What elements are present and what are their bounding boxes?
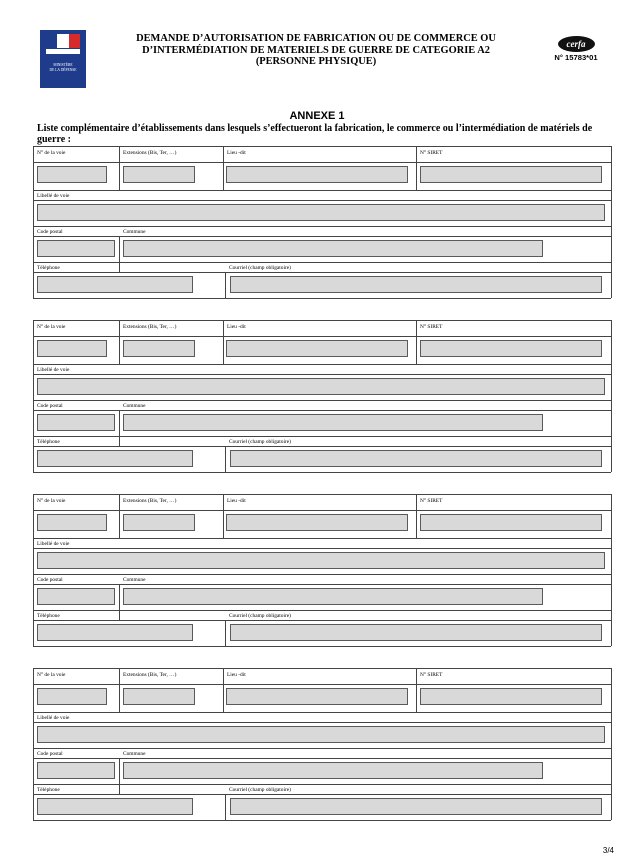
numero-voie-field[interactable]: [37, 340, 107, 357]
column-rule: [416, 494, 417, 538]
column-rule: [225, 794, 226, 820]
telephone-field[interactable]: [37, 624, 193, 641]
label-siret: N° SIRET: [420, 324, 443, 330]
lieu-dit-field[interactable]: [226, 340, 408, 357]
label-libelle-voie: Libellé de voie: [37, 193, 70, 199]
annex-intro: Liste complémentaire d’établissements dans lesquels s’effectueront la fabrication, le commerce ou l’intermédiation de matériels de guerre :: [37, 123, 593, 145]
row-rule: [33, 190, 611, 191]
republic-text: [46, 49, 80, 54]
column-rule: [119, 584, 120, 620]
label-siret: N° SIRET: [420, 672, 443, 678]
establishment-block: [33, 320, 611, 480]
row-rule: [33, 226, 611, 227]
row-rule: [33, 538, 611, 539]
column-rule: [611, 146, 612, 298]
row-rule: [33, 374, 611, 375]
label-numero-voie: N° de la voie: [37, 498, 66, 504]
numero-voie-field[interactable]: [37, 688, 107, 705]
cerfa-logo: cerfa: [558, 36, 595, 52]
row-rule: [33, 272, 611, 273]
label-courriel: Courriel (champ obligatoire): [229, 613, 291, 619]
column-rule: [416, 668, 417, 712]
column-rule: [119, 236, 120, 272]
column-rule: [119, 320, 120, 364]
label-code-postal: Code postal: [37, 229, 63, 235]
label-lieu-dit: Lieu -dit: [227, 498, 246, 504]
numero-voie-field[interactable]: [37, 514, 107, 531]
flag-icon: [46, 34, 80, 48]
label-telephone: Téléphone: [37, 787, 60, 793]
lieu-dit-field[interactable]: [226, 688, 408, 705]
form-title: DEMANDE D’AUTORISATION DE FABRICATION OU DE COMMERCE OU D’INTERMÉDIATION DE MATERIELS DE GUERRE DE CATEGORIE A2 (PERSONNE PHYSIQUE): [136, 33, 496, 67]
label-courriel: Courriel (champ obligatoire): [229, 787, 291, 793]
row-rule: [33, 364, 611, 365]
ministry-logo: [40, 30, 86, 88]
column-rule: [611, 494, 612, 646]
column-rule: [119, 668, 120, 712]
label-courriel: Courriel (champ obligatoire): [229, 265, 291, 271]
courriel-field[interactable]: [230, 624, 602, 641]
column-rule: [225, 272, 226, 298]
siret-field[interactable]: [420, 166, 602, 183]
label-extensions: Extensions (Bis, Ter, …): [123, 498, 177, 504]
label-numero-voie: N° de la voie: [37, 324, 66, 330]
column-rule: [119, 758, 120, 794]
column-rule: [33, 146, 34, 298]
row-rule: [33, 400, 611, 401]
label-lieu-dit: Lieu -dit: [227, 324, 246, 330]
cerfa-block: [536, 34, 616, 62]
code-postal-field[interactable]: [37, 414, 115, 431]
label-telephone: Téléphone: [37, 265, 60, 271]
numero-voie-field[interactable]: [37, 166, 107, 183]
establishment-block: [33, 494, 611, 654]
siret-field[interactable]: [420, 340, 602, 357]
row-rule: [33, 794, 611, 795]
label-lieu-dit: Lieu -dit: [227, 672, 246, 678]
label-courriel: Courriel (champ obligatoire): [229, 439, 291, 445]
column-rule: [611, 668, 612, 820]
extensions-field[interactable]: [123, 166, 195, 183]
column-rule: [119, 494, 120, 538]
label-telephone: Téléphone: [37, 439, 60, 445]
row-rule: [33, 548, 611, 549]
label-siret: N° SIRET: [420, 150, 443, 156]
label-commune: Commune: [123, 229, 146, 235]
label-numero-voie: N° de la voie: [37, 672, 66, 678]
extensions-field[interactable]: [123, 340, 195, 357]
courriel-field[interactable]: [230, 798, 602, 815]
code-postal-field[interactable]: [37, 240, 115, 257]
row-rule: [33, 446, 611, 447]
label-telephone: Téléphone: [37, 613, 60, 619]
label-libelle-voie: Libellé de voie: [37, 715, 70, 721]
commune-field[interactable]: [123, 414, 543, 431]
annex-title: ANNEXE 1: [289, 110, 345, 122]
siret-field[interactable]: [420, 688, 602, 705]
column-rule: [119, 410, 120, 446]
row-rule: [33, 620, 611, 621]
telephone-field[interactable]: [37, 276, 193, 293]
libelle-voie-field[interactable]: [37, 204, 605, 221]
commune-field[interactable]: [123, 240, 543, 257]
cerfa-number: N° 15783*01: [554, 53, 598, 62]
telephone-field[interactable]: [37, 798, 193, 815]
label-commune: Commune: [123, 751, 146, 757]
telephone-field[interactable]: [37, 450, 193, 467]
libelle-voie-field[interactable]: [37, 378, 605, 395]
column-rule: [33, 494, 34, 646]
code-postal-field[interactable]: [37, 588, 115, 605]
label-numero-voie: N° de la voie: [37, 150, 66, 156]
lieu-dit-field[interactable]: [226, 166, 408, 183]
commune-field[interactable]: [123, 588, 543, 605]
establishment-block: [33, 668, 611, 828]
siret-field[interactable]: [420, 514, 602, 531]
column-rule: [416, 146, 417, 190]
libelle-voie-field[interactable]: [37, 726, 605, 743]
column-rule: [223, 320, 224, 364]
row-rule: [33, 472, 611, 473]
label-siret: N° SIRET: [420, 498, 443, 504]
column-rule: [223, 668, 224, 712]
row-rule: [33, 820, 611, 821]
courriel-field[interactable]: [230, 450, 602, 467]
label-commune: Commune: [123, 403, 146, 409]
row-rule: [33, 574, 611, 575]
row-rule: [33, 712, 611, 713]
column-rule: [416, 320, 417, 364]
label-extensions: Extensions (Bis, Ter, …): [123, 672, 177, 678]
label-libelle-voie: Libellé de voie: [37, 367, 70, 373]
label-libelle-voie: Libellé de voie: [37, 541, 70, 547]
label-code-postal: Code postal: [37, 403, 63, 409]
courriel-field[interactable]: [230, 276, 602, 293]
column-rule: [223, 494, 224, 538]
label-extensions: Extensions (Bis, Ter, …): [123, 150, 177, 156]
row-rule: [33, 646, 611, 647]
label-extensions: Extensions (Bis, Ter, …): [123, 324, 177, 330]
establishment-block: [33, 146, 611, 306]
code-postal-field[interactable]: [37, 762, 115, 779]
extensions-field[interactable]: [123, 514, 195, 531]
label-lieu-dit: Lieu -dit: [227, 150, 246, 156]
label-code-postal: Code postal: [37, 751, 63, 757]
label-commune: Commune: [123, 577, 146, 583]
label-code-postal: Code postal: [37, 577, 63, 583]
column-rule: [33, 668, 34, 820]
row-rule: [33, 200, 611, 201]
commune-field[interactable]: [123, 762, 543, 779]
column-rule: [611, 320, 612, 472]
row-rule: [33, 298, 611, 299]
ministry-name: MINISTÈRE DE LA DÉFENSE: [49, 63, 77, 72]
column-rule: [225, 620, 226, 646]
row-rule: [33, 748, 611, 749]
extensions-field[interactable]: [123, 688, 195, 705]
libelle-voie-field[interactable]: [37, 552, 605, 569]
page-number: 3/4: [602, 846, 614, 855]
column-rule: [223, 146, 224, 190]
column-rule: [33, 320, 34, 472]
row-rule: [33, 722, 611, 723]
lieu-dit-field[interactable]: [226, 514, 408, 531]
column-rule: [119, 146, 120, 190]
column-rule: [225, 446, 226, 472]
